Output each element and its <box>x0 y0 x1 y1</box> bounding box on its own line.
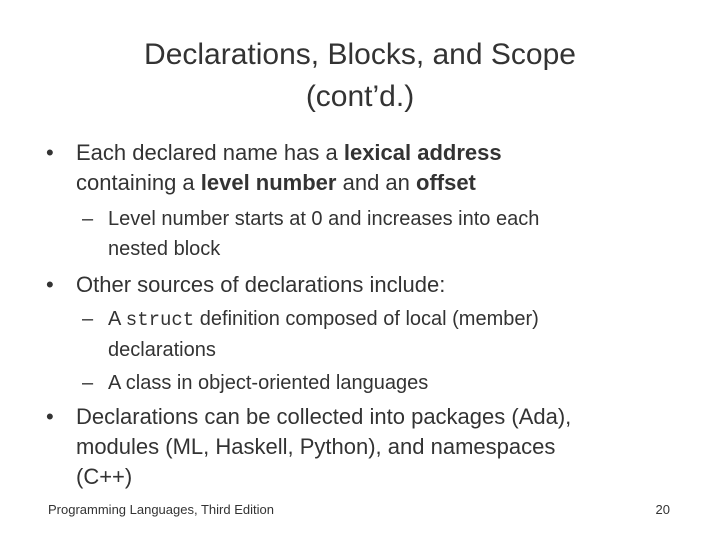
sub-bullet-marker: – <box>82 372 94 394</box>
slide-title-line-1: Declarations, Blocks, and Scope <box>144 38 576 71</box>
sub-bullet-marker: – <box>82 308 94 330</box>
sub-bullet-marker: – <box>82 208 94 230</box>
bullet-line: Each declared name has a lexical address <box>76 140 502 165</box>
term-offset: offset <box>416 170 476 195</box>
sub-bullet-line: Level number starts at 0 and increases into each <box>108 208 540 230</box>
bullet-marker: • <box>46 272 54 297</box>
sub-bullet-text <box>108 368 428 398</box>
sub-bullet-line: nested block <box>108 238 221 260</box>
code-struct: struct <box>125 309 195 331</box>
slide-title-line-2: (cont’d.) <box>305 80 415 113</box>
bullet-line: Other sources of declarations include: <box>76 272 446 297</box>
bullet-line: (C++) <box>76 464 133 489</box>
sub-bullet-text <box>108 204 539 264</box>
sub-bullet-text <box>108 304 539 365</box>
bullet-text <box>76 138 502 198</box>
footer-book-title: Programming Languages, Third Edition <box>48 502 274 517</box>
bullet-line: modules (ML, Haskell, Python), and namespaces <box>76 434 556 459</box>
term-level-number: level number <box>200 170 337 195</box>
bullet-marker: • <box>46 140 54 165</box>
bullet-marker: • <box>46 404 54 429</box>
sub-bullet-line: A struct definition composed of local (member) <box>108 308 539 331</box>
bullet-text <box>76 270 445 300</box>
bullet-line: Declarations can be collected into packages (Ada), <box>76 404 572 429</box>
term-lexical-address: lexical address <box>343 140 502 165</box>
bullet-text <box>76 402 571 492</box>
footer-page-number: 20 <box>655 502 670 517</box>
slide-title <box>60 34 660 118</box>
bullet-line: containing a level number and an offset <box>76 170 476 195</box>
sub-bullet-line: declarations <box>108 339 216 361</box>
sub-bullet-line: A class in object-oriented languages <box>108 372 429 394</box>
